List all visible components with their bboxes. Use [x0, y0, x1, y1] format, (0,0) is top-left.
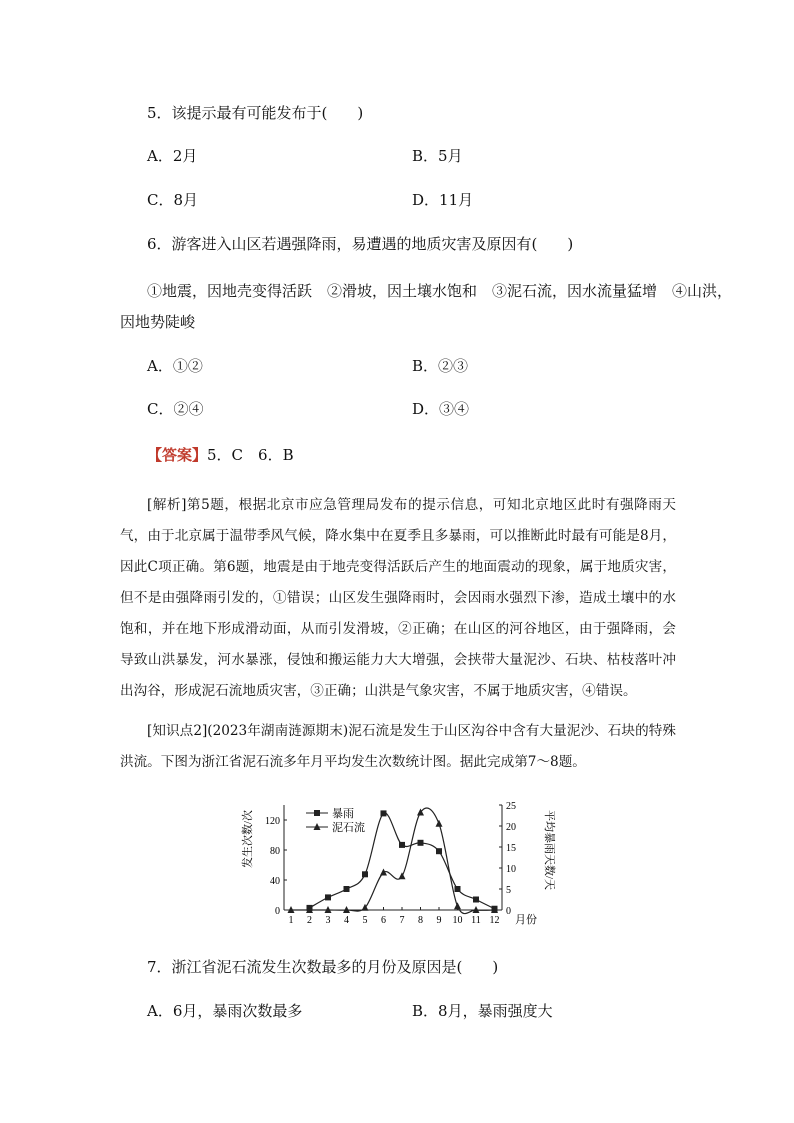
chart-lines — [291, 808, 495, 914]
question-6-stem: 6．游客进入山区若遇强降雨，易遭遇的地质灾害及原因有( ) — [147, 235, 574, 253]
chart-legend — [306, 807, 365, 834]
left-tick-label: 40 — [270, 876, 280, 887]
right-tick-label: 15 — [506, 843, 516, 854]
x-axis-label: 月份 — [515, 914, 537, 925]
x-tick-label: 6 — [381, 915, 386, 925]
debris-flow-chart — [240, 795, 560, 925]
x-tick-label: 5 — [362, 915, 368, 925]
rainstorm-point — [381, 810, 387, 816]
legend-label-0: 暴雨 — [332, 808, 354, 820]
x-tick-label: 9 — [436, 915, 442, 925]
right-tick-label: 25 — [506, 801, 516, 812]
q6-statements-line-1: ①地震，因地壳变得活跃 ②滑坡，因土壤水饱和 ③泥石流，因水流量猛增 ④山洪， — [147, 282, 733, 300]
x-tick-label: 12 — [489, 915, 500, 925]
y-axis-label-left: 发生次数/次 — [242, 809, 254, 869]
right-tick-label: 0 — [506, 906, 511, 917]
question-5-stem: 5．该提示最有可能发布于( ) — [147, 104, 364, 122]
rainstorm-point — [325, 894, 331, 900]
knowledge-paragraph: [知识点2](2023年湖南涟源期末)泥石流是发生于山区沟谷中含有大量泥沙、石块的特殊洪流。下图为浙江省泥石流多年月平均发生次数统计图。据此完成第7～8题。 — [120, 723, 676, 770]
q6-option-a[interactable]: A．①② — [147, 357, 203, 375]
legend-square-marker — [314, 810, 320, 816]
left-tick-label: 0 — [275, 906, 280, 917]
left-tick-label: 80 — [270, 846, 280, 857]
question-7-stem: 7．浙江省泥石流发生次数最多的月份及原因是( ) — [147, 958, 499, 976]
q5-option-c[interactable]: C．8月 — [147, 191, 199, 209]
debris-flow-point — [454, 902, 461, 909]
q6-option-c[interactable]: C．②④ — [147, 400, 204, 418]
q5-option-b[interactable]: B．5月 — [412, 147, 463, 165]
rainstorm-point — [399, 842, 405, 848]
x-tick-label: 2 — [307, 915, 312, 925]
q6-option-d[interactable]: D．③④ — [412, 400, 470, 418]
x-tick-label: 7 — [399, 915, 405, 925]
chart-axes — [284, 805, 502, 910]
answer-line — [147, 445, 294, 465]
answer-text: 5．C 6．B — [207, 446, 294, 464]
debris-flow-point — [436, 820, 443, 827]
y-axis-label-right: 平均暴雨天数/天 — [543, 809, 555, 891]
x-tick-label: 1 — [288, 915, 294, 925]
q5-option-a[interactable]: A．2月 — [147, 147, 198, 165]
rainstorm-point — [473, 897, 479, 903]
rainstorm-point — [455, 886, 461, 892]
rainstorm-point — [418, 840, 424, 846]
series-line-1 — [291, 808, 495, 914]
q5-option-d[interactable]: D．11月 — [412, 191, 474, 209]
q7-option-a[interactable]: A．6月，暴雨次数最多 — [147, 1002, 303, 1020]
x-tick-label: 11 — [471, 915, 481, 925]
rainstorm-point — [436, 848, 442, 854]
rainstorm-point — [362, 871, 368, 877]
x-tick-label: 4 — [344, 915, 349, 925]
x-tick-label: 8 — [418, 915, 423, 925]
x-tick-label: 3 — [325, 915, 331, 925]
q7-option-b[interactable]: B．8月，暴雨强度大 — [412, 1002, 553, 1020]
right-tick-label: 10 — [506, 864, 516, 875]
right-tick-label: 20 — [506, 822, 516, 833]
x-tick-label: 10 — [452, 915, 463, 925]
rainstorm-point — [344, 886, 350, 892]
q6-statements-line-2: 因地势陡峻 — [120, 313, 196, 331]
answer-tag: 【答案】 — [147, 446, 208, 464]
q6-option-b[interactable]: B．②③ — [412, 357, 469, 375]
left-tick-label: 120 — [265, 816, 280, 827]
legend-label-1: 泥石流 — [332, 822, 365, 834]
debris-flow-point — [399, 872, 406, 879]
right-tick-label: 5 — [506, 885, 511, 896]
analysis-paragraph: [解析]第5题，根据北京市应急管理局发布的提示信息，可知北京地区此时有强降雨天气，由于北京属于温带季风气候，降水集中在夏季且多暴雨，可以推断此时最有可能是8月，因此C项正确。第6题，地震是由于地壳变得活跃后产生的地面震动的现象，属于地质灾害，但不是由强降雨引发的，①错误；山区发生强降雨时，会因雨水强烈下渗，造成土壤中的水饱和，并在地下形成滑动面，从而引发滑坡，②正确；在山区的河谷地区，由于强降雨，会导致山洪暴发，河水暴涨，侵蚀和搬运能力大大增强，会挟带大量泥沙、石块、枯枝落叶冲出沟谷，形成泥石流地质灾害，③正确；山洪是气象灾害，不属于地质灾害，④错误。 — [120, 497, 676, 699]
